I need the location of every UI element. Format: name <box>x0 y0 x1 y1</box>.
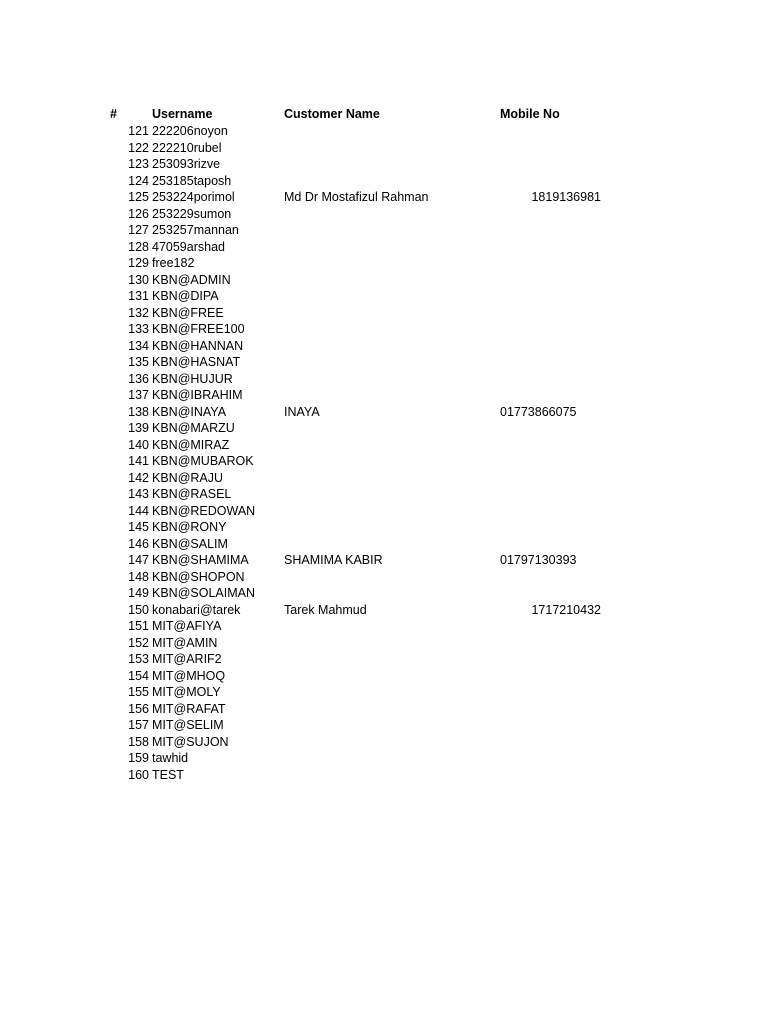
row-number: 143 <box>128 487 149 501</box>
row-username: KBN@RONY <box>152 520 227 534</box>
row-username: 253185taposh <box>152 173 232 188</box>
row-username: KBN@IBRAHIM <box>152 388 243 402</box>
table-row <box>0 420 768 437</box>
row-number: 146 <box>128 536 149 551</box>
row-number: 158 <box>128 734 149 749</box>
row-number: 121 <box>128 124 149 138</box>
table-row <box>0 305 768 322</box>
table-row <box>0 635 768 652</box>
row-customer-name: SHAMIMA KABIR <box>284 553 383 567</box>
table-row <box>0 404 768 421</box>
row-username: KBN@RAJU <box>152 470 224 485</box>
row-number: 151 <box>128 619 149 633</box>
row-number: 153 <box>128 652 149 666</box>
table-row <box>0 123 768 140</box>
row-username: KBN@HUJUR <box>152 371 233 386</box>
row-username: 222206noyon <box>152 124 228 138</box>
row-username: 47059arshad <box>152 239 225 254</box>
row-number: 141 <box>128 454 149 468</box>
row-username: 222210rubel <box>152 140 222 155</box>
table-row <box>0 222 768 239</box>
table-row <box>0 288 768 305</box>
row-number: 131 <box>128 289 149 303</box>
row-customer-name: Md Dr Mostafizul Rahman <box>284 190 429 204</box>
table-row <box>0 255 768 272</box>
row-username: 253229sumon <box>152 206 232 221</box>
table-row <box>0 486 768 503</box>
row-username: MIT@AFIYA <box>152 619 222 633</box>
table-row <box>0 503 768 520</box>
table-row <box>0 684 768 701</box>
row-number: 140 <box>128 437 149 452</box>
row-number: 154 <box>128 668 149 683</box>
row-number: 134 <box>128 338 149 353</box>
table-row <box>0 371 768 388</box>
row-number: 139 <box>128 421 149 435</box>
table-body <box>0 123 768 783</box>
header-number: # <box>110 107 117 121</box>
row-username: KBN@SALIM <box>152 536 228 551</box>
row-number: 148 <box>128 569 149 584</box>
table-row <box>0 552 768 569</box>
row-username: MIT@ARIF2 <box>152 652 222 666</box>
table-row <box>0 189 768 206</box>
row-username: 253224porimol <box>152 190 235 204</box>
table-row <box>0 206 768 223</box>
row-number: 122 <box>128 140 149 155</box>
row-number: 126 <box>128 206 149 221</box>
header-mobile-no: Mobile No <box>500 107 560 121</box>
row-mobile-no: 1717210432 <box>531 602 601 617</box>
row-number: 128 <box>128 239 149 254</box>
header-row <box>0 106 768 122</box>
row-number: 135 <box>128 355 149 369</box>
table-row <box>0 437 768 454</box>
table-row <box>0 156 768 173</box>
row-number: 159 <box>128 751 149 765</box>
row-username: KBN@RASEL <box>152 487 232 501</box>
row-number: 149 <box>128 586 149 600</box>
row-number: 138 <box>128 404 149 419</box>
row-customer-name: Tarek Mahmud <box>284 602 367 617</box>
row-username: MIT@RAFAT <box>152 701 226 716</box>
table-row <box>0 618 768 635</box>
row-mobile-no: 01797130393 <box>500 553 577 567</box>
table-row <box>0 668 768 685</box>
header-customer-name: Customer Name <box>284 107 380 121</box>
row-username: KBN@SOLAIMAN <box>152 586 255 600</box>
row-username: KBN@MARZU <box>152 421 235 435</box>
row-username: KBN@HANNAN <box>152 338 244 353</box>
table-row <box>0 651 768 668</box>
row-number: 142 <box>128 470 149 485</box>
table-row <box>0 321 768 338</box>
table-row <box>0 173 768 190</box>
row-username: KBN@HASNAT <box>152 355 241 369</box>
row-username: MIT@SUJON <box>152 734 229 749</box>
table-row <box>0 734 768 751</box>
table-row <box>0 338 768 355</box>
row-username: 253257mannan <box>152 223 239 237</box>
row-username: KBN@FREE <box>152 305 224 320</box>
table-row <box>0 470 768 487</box>
table-row <box>0 140 768 157</box>
row-number: 160 <box>128 767 149 782</box>
row-number: 123 <box>128 157 149 171</box>
table-row <box>0 717 768 734</box>
row-username: MIT@AMIN <box>152 635 218 650</box>
table-row <box>0 767 768 784</box>
table-row <box>0 701 768 718</box>
header-username: Username <box>152 107 213 121</box>
row-mobile-no: 1819136981 <box>531 190 601 204</box>
row-mobile-no: 01773866075 <box>500 404 577 419</box>
row-username: KBN@DIPA <box>152 289 219 303</box>
row-number: 130 <box>128 272 149 287</box>
row-number: 145 <box>128 520 149 534</box>
row-number: 152 <box>128 635 149 650</box>
row-username: free182 <box>152 256 195 270</box>
table-row <box>0 750 768 767</box>
table-row <box>0 239 768 256</box>
table-row <box>0 354 768 371</box>
row-number: 133 <box>128 322 149 336</box>
row-customer-name: INAYA <box>284 404 320 419</box>
row-username: MIT@MHOQ <box>152 668 226 683</box>
row-username: KBN@MIRAZ <box>152 437 230 452</box>
table-row <box>0 453 768 470</box>
row-number: 137 <box>128 388 149 402</box>
table-row <box>0 569 768 586</box>
row-username: KBN@SHAMIMA <box>152 553 249 567</box>
row-number: 127 <box>128 223 149 237</box>
row-number: 157 <box>128 718 149 732</box>
row-number: 147 <box>128 553 149 567</box>
table-row <box>0 519 768 536</box>
row-number: 136 <box>128 371 149 386</box>
row-number: 129 <box>128 256 149 270</box>
row-number: 155 <box>128 685 149 699</box>
row-username: KBN@MUBAROK <box>152 454 254 468</box>
row-number: 125 <box>128 190 149 204</box>
row-username: MIT@MOLY <box>152 685 221 699</box>
row-username: KBN@ADMIN <box>152 272 231 287</box>
row-username: konabari@tarek <box>152 602 241 617</box>
row-number: 124 <box>128 173 149 188</box>
row-username: 253093rizve <box>152 157 221 171</box>
row-number: 150 <box>128 602 149 617</box>
row-username: KBN@SHOPON <box>152 569 245 584</box>
row-number: 156 <box>128 701 149 716</box>
row-username: TEST <box>152 767 184 782</box>
row-username: tawhid <box>152 751 189 765</box>
table-row <box>0 387 768 404</box>
row-number: 144 <box>128 503 149 518</box>
row-username: KBN@REDOWAN <box>152 503 256 518</box>
table-row <box>0 585 768 602</box>
table-row <box>0 602 768 619</box>
row-number: 132 <box>128 305 149 320</box>
row-username: KBN@INAYA <box>152 404 227 419</box>
table-row <box>0 272 768 289</box>
row-username: MIT@SELIM <box>152 718 224 732</box>
table-row <box>0 536 768 553</box>
row-username: KBN@FREE100 <box>152 322 245 336</box>
